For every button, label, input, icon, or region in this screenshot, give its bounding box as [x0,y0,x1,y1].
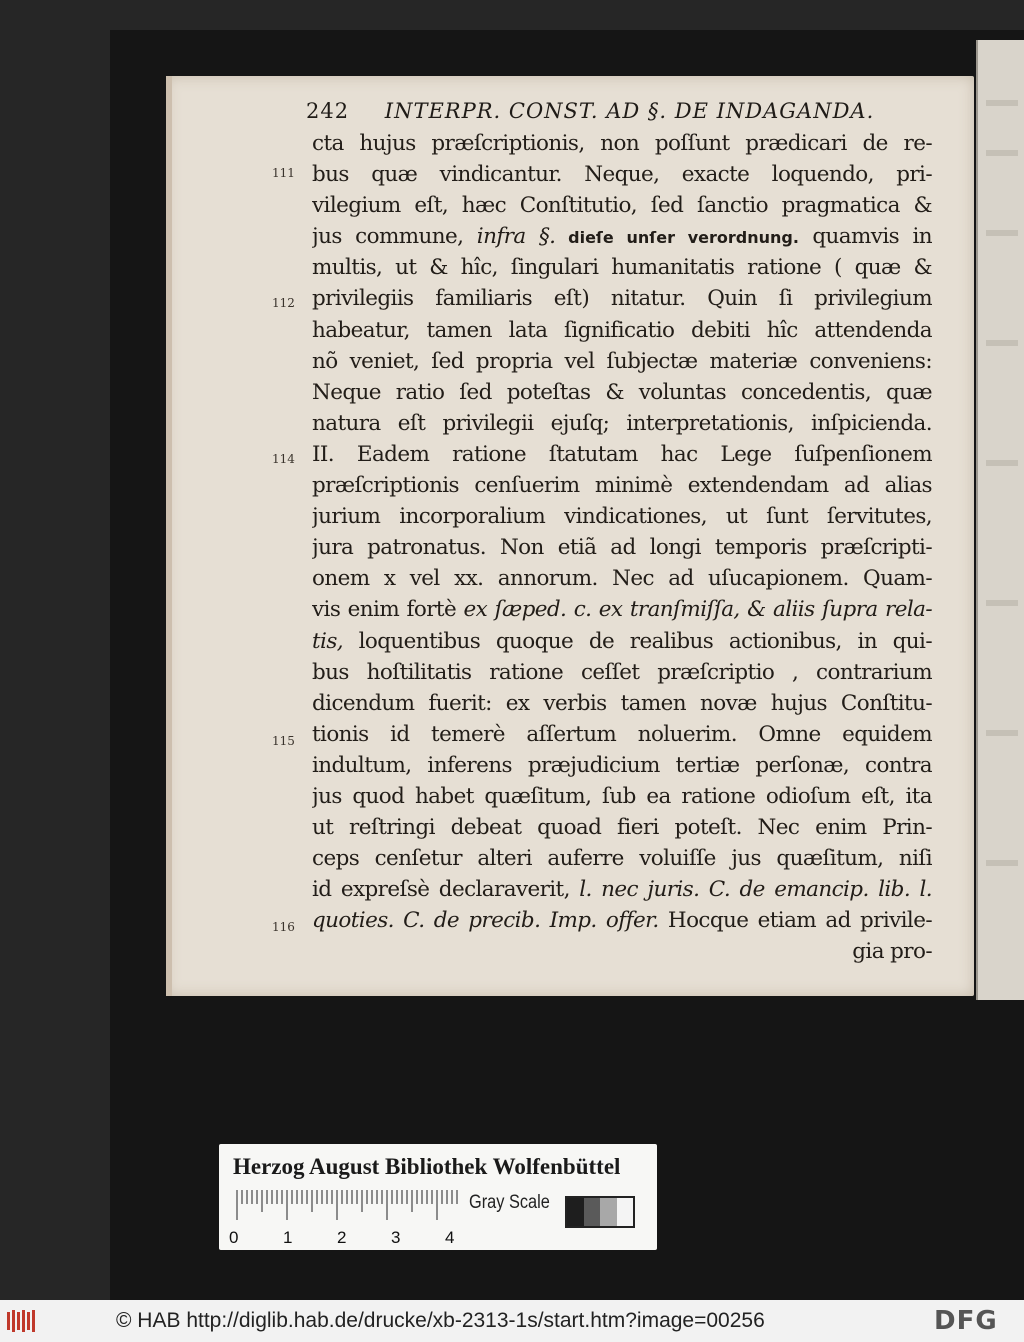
text-line [312,190,932,221]
body-text [312,128,932,968]
copyright-url: © HAB http://diglib.hab.de/drucke/xb-2313-1s/start.htm?image=00256 [116,1309,765,1332]
margin-number: 114 [272,452,295,466]
text-segment: vilegium eſt, hæc Conſtitutio, ſed ſanctio pragmatica & [312,193,932,219]
text-segment: tionis id temerè aſſertum noluerim. Omne equidem [312,721,932,747]
gray-scale-swatch [565,1196,635,1228]
text-segment: quoties. C. de precib. Imp. offer. [312,908,659,934]
text-line [312,688,932,719]
text-segment: tis, [312,628,343,654]
margin-number: 115 [272,734,295,748]
text-segment: gia pro- [852,939,932,965]
text-segment: l. nec juris. C. de emancip. lib. l. [579,877,932,903]
text-line [312,657,932,688]
color-calibration-card [219,1144,657,1250]
text-line [312,346,932,377]
text-segment: ex ſæped. c. ex tranſmiſſa, & aliis ſupra rela- [463,597,932,623]
margin-number: 116 [272,920,295,934]
gray-patch [600,1198,617,1226]
page-gutter-edge [166,76,172,996]
text-line [312,159,932,190]
text-segment: vis enim fortè [312,597,464,623]
gray-patch [584,1198,601,1226]
text-line [312,812,932,843]
ruler-label: 0 [229,1228,239,1247]
text-segment: bus hoſtilitatis ratione ceſſet præſcriptio , contrarium [312,659,932,685]
text-segment: jura patronatus. Non etiã ad longi temporis præſcripti- [312,535,932,561]
text-line [312,221,932,252]
viewer-footer [0,1300,1024,1342]
text-segment: præſcriptionis cenſuerim minimè extendendam ad alias [312,473,932,499]
gray-patch [567,1198,584,1226]
text-segment: ceps cenſetur alteri auferre voluiſſe jus quæſitum, niſi [312,846,932,872]
ruler-scale [229,1228,469,1248]
text-line [312,532,932,563]
ruler-label: 2 [337,1228,347,1247]
adjacent-page-edge [976,40,1024,1000]
text-line [312,843,932,874]
text-segment: infra §. [476,224,556,250]
text-segment: II. Eadem ratione ſtatutam hac Lege ſuſpenſionem [312,441,932,467]
text-segment: cta hujus præſcriptionis, non poſſunt prædicari de re- [312,131,932,156]
text-line [312,439,932,470]
text-segment: onem x vel xx. annorum. Nec ad uſucapionem. Quam- [312,566,932,592]
text-segment: indultum, inferens præjudicium tertiæ perſonæ, contra [312,752,932,778]
text-segment: jurium incorporalium vindicationes, ut ſunt ſervitutes, [312,504,932,530]
running-head [306,99,875,129]
text-line [312,781,932,812]
text-line [312,594,932,625]
text-line [312,750,932,781]
text-segment: loquentibus quoque de realibus actionibus, in qui- [342,628,932,654]
text-line [312,501,932,532]
hab-logo-icon [6,1308,40,1334]
text-line [312,128,932,159]
centimeter-ruler [233,1188,463,1222]
text-line [312,936,932,967]
ruler-label: 3 [391,1228,401,1247]
text-line [312,626,932,657]
text-line [312,377,932,408]
margin-number: 111 [272,166,295,180]
text-segment: privilegiis familiaris eſt) nitatur. Quin ſi privilegium [312,286,932,312]
text-segment: quamvis in [798,224,932,250]
text-segment: ut reſtringi debeat quoad fieri poteſt. Nec enim Prin- [312,815,932,841]
text-segment: nõ veniet, ſed propria vel ſubjectæ materiæ conveniens: [312,348,932,374]
text-line [312,408,932,439]
text-segment: natura eſt privilegii ejuſq; interpretationis, inſpicienda. [312,410,932,436]
text-segment: habeatur, tamen lata ſignificatio debiti hîc attendenda [312,317,932,343]
text-line [312,283,932,314]
text-segment: bus quæ vindicantur. Neque, exacte loquendo, pri- [312,162,932,188]
text-segment: Hocque etiam ad privile- [658,908,932,934]
text-line [312,719,932,750]
text-line [312,470,932,501]
text-segment: Neque ratio ſed poteſtas & voluntas concedentis, quæ [312,379,932,405]
text-segment: dieſe unſer verordnung. [555,228,799,248]
text-line [312,252,932,283]
text-segment: multis, ut & hîc, ſingulari humanitatis ratione ( quæ & [312,255,932,281]
text-line [312,905,932,936]
ruler-label: 4 [445,1228,455,1247]
text-segment: jus commune, [312,224,477,250]
library-name: Herzog August Bibliothek Wolfenbüttel [233,1154,621,1179]
text-segment: dicendum fuerit: ex verbis tamen novæ hujus Conſtitu- [312,690,932,716]
running-head-title: INTERPR. CONST. AD §. DE INDAGANDA. [384,99,875,123]
margin-number: 112 [272,296,295,310]
text-line [312,315,932,346]
text-line [312,563,932,594]
gray-patch [617,1198,634,1226]
dfg-logo: DFG [934,1306,998,1336]
text-segment: id expreſsè declaraverit, [312,877,580,903]
text-line [312,874,932,905]
ruler-label: 1 [283,1228,293,1247]
gray-scale-label: Gray Scale [469,1192,550,1213]
text-segment: jus quod habet quæſitum, ſub ea ratione odioſum eſt, ita [312,783,932,809]
page-number: 242 [306,99,350,123]
